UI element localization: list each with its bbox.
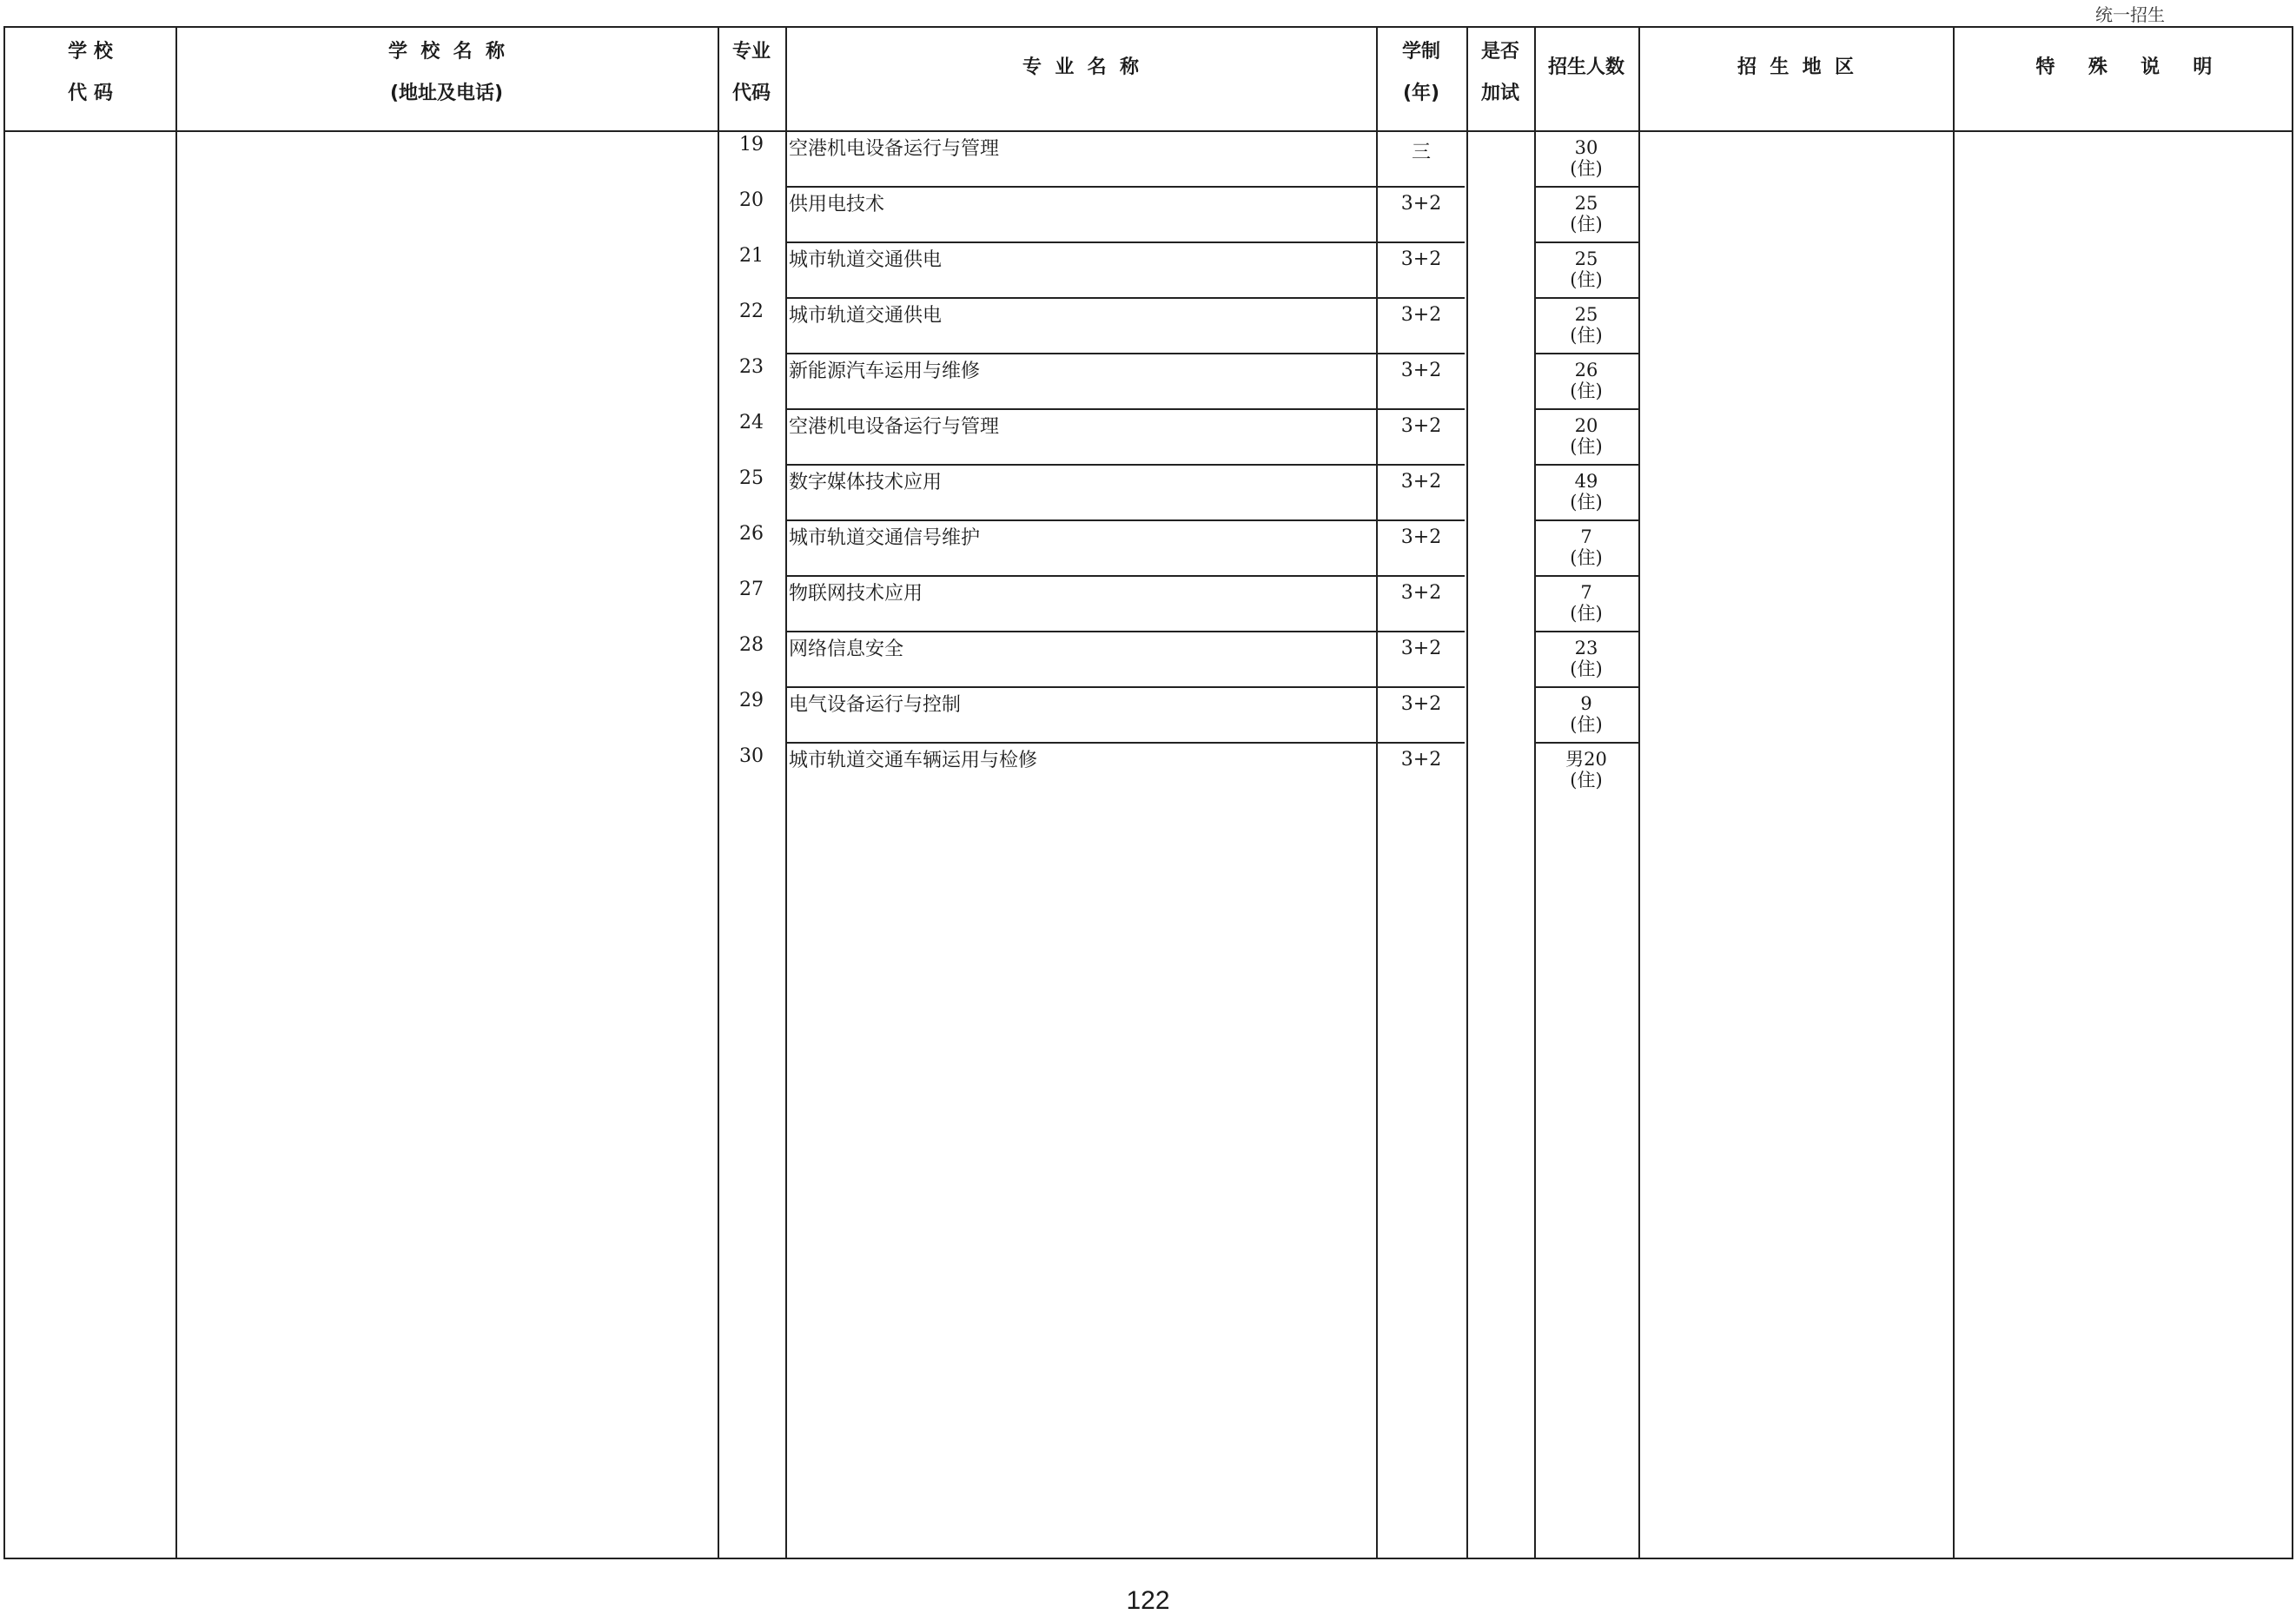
enrollment-count: 26	[1574, 360, 1598, 380]
major-name-cell: 电气设备运行与控制	[789, 694, 962, 716]
enrollment-note: (住)	[1570, 714, 1603, 735]
enrollment-count: 7	[1580, 582, 1592, 603]
row-divider	[1534, 408, 1638, 410]
header-divider	[5, 130, 2292, 132]
row-divider	[785, 353, 1465, 354]
row-divider	[785, 519, 1465, 521]
duration-cell: 3+2	[1400, 193, 1442, 215]
enrollment-count: 23	[1574, 638, 1598, 658]
duration-cell: 3+2	[1400, 693, 1442, 715]
row-divider	[1534, 186, 1638, 188]
enrollment-count: 9	[1580, 693, 1592, 714]
enrollment-count: 30	[1574, 137, 1598, 158]
major-name-cell: 城市轨道交通信号维护	[789, 527, 981, 549]
header-region: 招 生 地 区	[1737, 56, 1854, 78]
enrollment-cell	[1534, 193, 1638, 235]
enrollment-count: 7	[1580, 526, 1592, 547]
enrollment-count: 25	[1574, 193, 1598, 214]
row-divider	[1534, 575, 1638, 577]
row-divider	[785, 408, 1465, 410]
enrollment-cell	[1534, 693, 1638, 735]
row-divider	[1534, 742, 1638, 744]
duration-cell: 3+2	[1400, 638, 1442, 659]
duration-cell: 3+2	[1400, 304, 1442, 326]
major-name-cell: 城市轨道交通供电	[789, 305, 943, 327]
major-code-cell: 30	[739, 745, 764, 767]
duration-cell: 三	[1411, 142, 1431, 163]
enrollment-cell	[1534, 749, 1638, 791]
major-code-cell: 19	[739, 134, 764, 155]
enrollment-cell	[1534, 582, 1638, 624]
enrollment-note: (住)	[1570, 603, 1603, 624]
enrollment-note: (住)	[1570, 325, 1603, 346]
column-divider	[1466, 28, 1468, 1558]
enrollment-count: 25	[1574, 304, 1598, 325]
major-code-cell: 20	[739, 189, 764, 211]
header-school-name: 学 校 名 称 (地址及电话)	[388, 41, 505, 104]
enrollment-note: (住)	[1570, 492, 1603, 513]
enrollment-count: 25	[1574, 248, 1598, 269]
major-name-cell: 新能源汽车运用与维修	[789, 361, 981, 382]
enrollment-cell	[1534, 638, 1638, 679]
row-divider	[1534, 297, 1638, 299]
enrollment-count: 20	[1574, 415, 1598, 436]
major-code-cell: 26	[739, 523, 764, 545]
major-name-cell: 数字媒体技术应用	[789, 472, 943, 493]
row-divider	[1534, 519, 1638, 521]
duration-cell: 3+2	[1400, 749, 1442, 771]
header-enrollment: 招生人数	[1547, 56, 1624, 78]
major-code-cell: 27	[739, 579, 764, 600]
row-divider	[785, 186, 1465, 188]
duration-cell: 3+2	[1400, 471, 1442, 493]
major-code-cell: 21	[739, 245, 764, 267]
major-name-cell: 空港机电设备运行与管理	[789, 416, 1000, 438]
header-duration: 学制 (年)	[1401, 41, 1440, 104]
row-divider	[785, 241, 1465, 243]
enrollment-cell	[1534, 248, 1638, 290]
enrollment-note: (住)	[1570, 770, 1603, 791]
major-name-cell: 网络信息安全	[789, 638, 904, 660]
page-number: 122	[1126, 1586, 1170, 1615]
enrollment-note: (住)	[1570, 158, 1603, 179]
enrollment-note: (住)	[1570, 269, 1603, 290]
column-divider	[1953, 28, 1955, 1558]
enrollment-note: (住)	[1570, 214, 1603, 235]
row-divider	[1534, 464, 1638, 466]
major-code-cell: 22	[739, 301, 764, 322]
header-extra-exam: 是否 加试	[1480, 41, 1519, 104]
enrollment-cell	[1534, 360, 1638, 401]
enrollment-table	[3, 26, 2293, 1559]
enrollment-note: (住)	[1570, 658, 1603, 679]
header-school-code: 学 校 代 码	[68, 41, 113, 104]
row-divider	[785, 631, 1465, 632]
column-divider	[785, 28, 787, 1558]
duration-cell: 3+2	[1400, 248, 1442, 270]
enrollment-cell	[1534, 415, 1638, 457]
enrollment-count: 男20	[1565, 749, 1607, 770]
row-divider	[1534, 686, 1638, 688]
major-name-cell: 城市轨道交通车辆运用与检修	[789, 750, 1038, 771]
row-divider	[785, 742, 1465, 744]
column-divider	[1638, 28, 1640, 1558]
row-divider	[1534, 241, 1638, 243]
enrollment-cell	[1534, 526, 1638, 568]
row-divider	[785, 686, 1465, 688]
major-name-cell: 城市轨道交通供电	[789, 249, 943, 271]
enrollment-cell	[1534, 471, 1638, 513]
enrollment-note: (住)	[1570, 547, 1603, 568]
enrollment-cell	[1534, 137, 1638, 179]
row-divider	[1534, 353, 1638, 354]
header-major-code: 专业 代码	[731, 41, 771, 104]
duration-cell: 3+2	[1400, 415, 1442, 437]
category-label: 统一招生	[2095, 4, 2165, 25]
duration-cell: 3+2	[1400, 526, 1442, 548]
enrollment-cell	[1534, 304, 1638, 346]
duration-cell: 3+2	[1400, 360, 1442, 381]
major-code-cell: 24	[739, 412, 764, 433]
column-divider	[175, 28, 177, 1558]
row-divider	[785, 464, 1465, 466]
row-divider	[785, 297, 1465, 299]
major-code-cell: 29	[739, 690, 764, 711]
enrollment-note: (住)	[1570, 380, 1603, 401]
header-notes: 特 殊 说 明	[2035, 56, 2213, 78]
major-name-cell: 供用电技术	[789, 194, 885, 215]
row-divider	[785, 575, 1465, 577]
major-name-cell: 空港机电设备运行与管理	[789, 138, 1000, 160]
enrollment-count: 49	[1574, 471, 1598, 492]
header-major-name: 专 业 名 称	[1022, 56, 1139, 78]
enrollment-note: (住)	[1570, 436, 1603, 457]
major-code-cell: 25	[739, 467, 764, 489]
duration-cell: 3+2	[1400, 582, 1442, 604]
row-divider	[1534, 631, 1638, 632]
major-code-cell: 28	[739, 634, 764, 656]
major-code-cell: 23	[739, 356, 764, 378]
major-name-cell: 物联网技术应用	[789, 583, 923, 605]
